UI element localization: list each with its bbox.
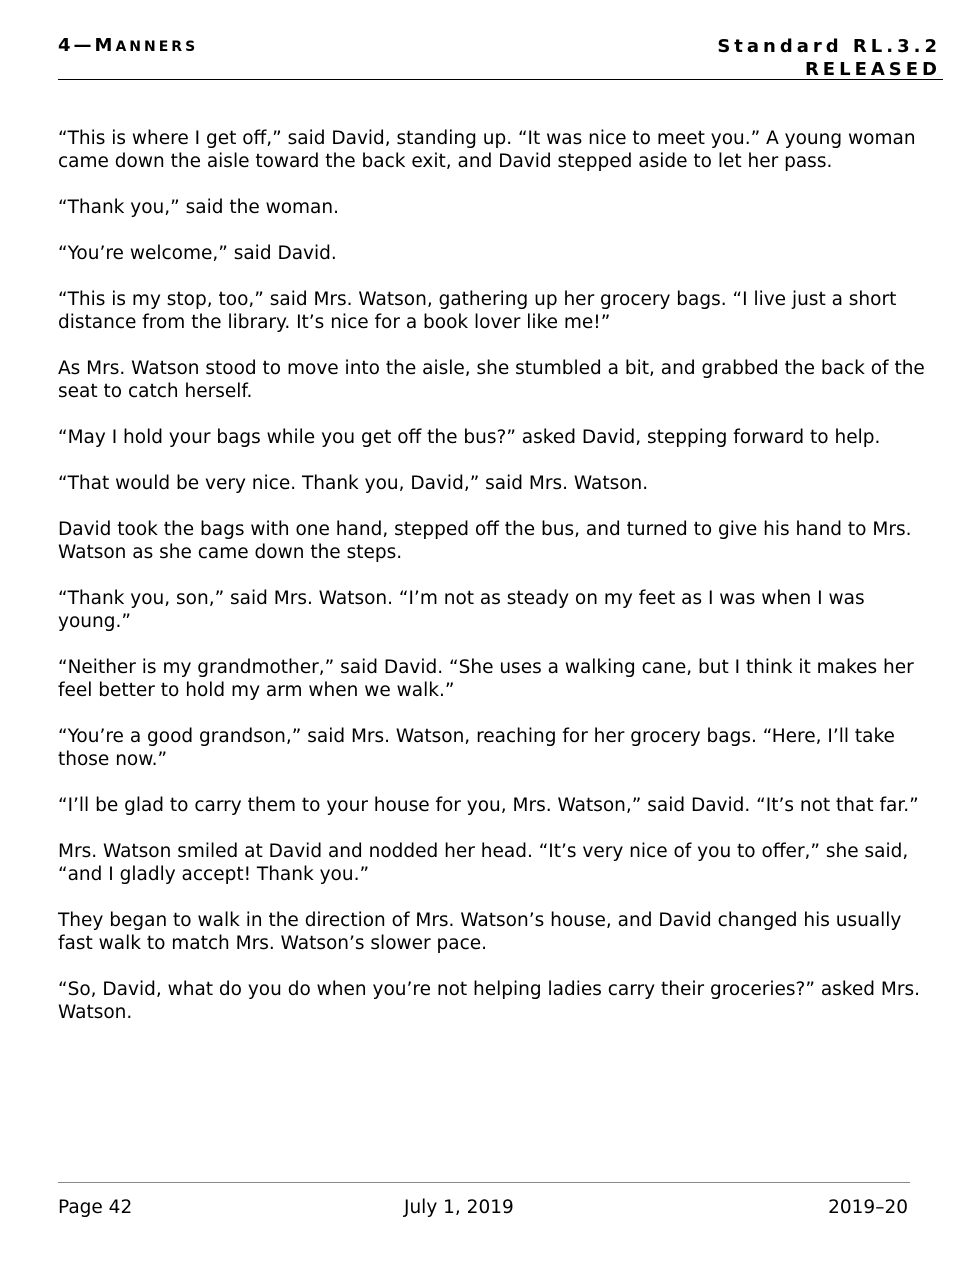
paragraph: “So, David, what do you do when you’re not helping ladies carry their groceries?” asked Mrs. Watson.: [58, 979, 920, 1023]
story-text: [58, 127, 928, 1047]
paragraph: “This is where I get off,” said David, standing up. “It was nice to meet you.” A young woman came down the aisle toward the back exit, and David stepped aside to let her pass.: [58, 128, 916, 172]
paragraph: “Thank you,” said the woman.: [58, 197, 339, 218]
paragraph: “That would be very nice. Thank you, David,” said Mrs. Watson.: [58, 473, 649, 494]
section-initial: M: [94, 35, 116, 56]
paragraph: Mrs. Watson smiled at David and nodded her head. “It’s very nice of you to offer,” she said, “and I gladly accept! Thank you.”: [58, 841, 909, 885]
paragraph: They began to walk in the direction of Mrs. Watson’s house, and David changed his usually fast walk to match Mrs. Watson’s slower pace.: [58, 910, 902, 954]
footer-year: 2019–20: [828, 1197, 908, 1218]
section-name-rest: ANNERS: [115, 39, 199, 55]
standard-code: Standard RL.3.2: [717, 36, 941, 57]
paragraph: “This is my stop, too,” said Mrs. Watson, gathering up her grocery bags. “I live just a short distance from the library. It’s nice for a book lover like me!”: [58, 289, 897, 333]
paragraph: As Mrs. Watson stood to move into the aisle, she stumbled a bit, and grabbed the back of the seat to catch herself.: [58, 358, 925, 402]
paragraph: “Neither is my grandmother,” said David. “She uses a walking cane, but I think it makes her feel better to hold my arm when we walk.”: [58, 657, 914, 701]
page-number: Page 42: [58, 1197, 133, 1218]
standard-block: [717, 35, 941, 81]
paragraph: David took the bags with one hand, stepped off the bus, and turned to give his hand to Mrs. Watson as she came down the steps.: [58, 519, 912, 563]
section-title: [58, 35, 198, 56]
footer-date: July 1, 2019: [404, 1197, 514, 1218]
header-divider: [58, 79, 943, 80]
footer-divider: [58, 1182, 910, 1183]
paragraph: “Thank you, son,” said Mrs. Watson. “I’m not as steady on my feet as I was when I was young.”: [58, 588, 865, 632]
release-status: RELEASED: [804, 59, 941, 80]
paragraph: “You’re welcome,” said David.: [58, 243, 337, 264]
section-number: 4—: [58, 35, 95, 56]
paragraph: “May I hold your bags while you get off the bus?” asked David, stepping forward to help.: [58, 427, 881, 448]
paragraph: “I’ll be glad to carry them to your house for you, Mrs. Watson,” said David. “It’s not that far.”: [58, 795, 919, 816]
paragraph: “You’re a good grandson,” said Mrs. Watson, reaching for her grocery bags. “Here, I’ll take those now.”: [58, 726, 895, 770]
